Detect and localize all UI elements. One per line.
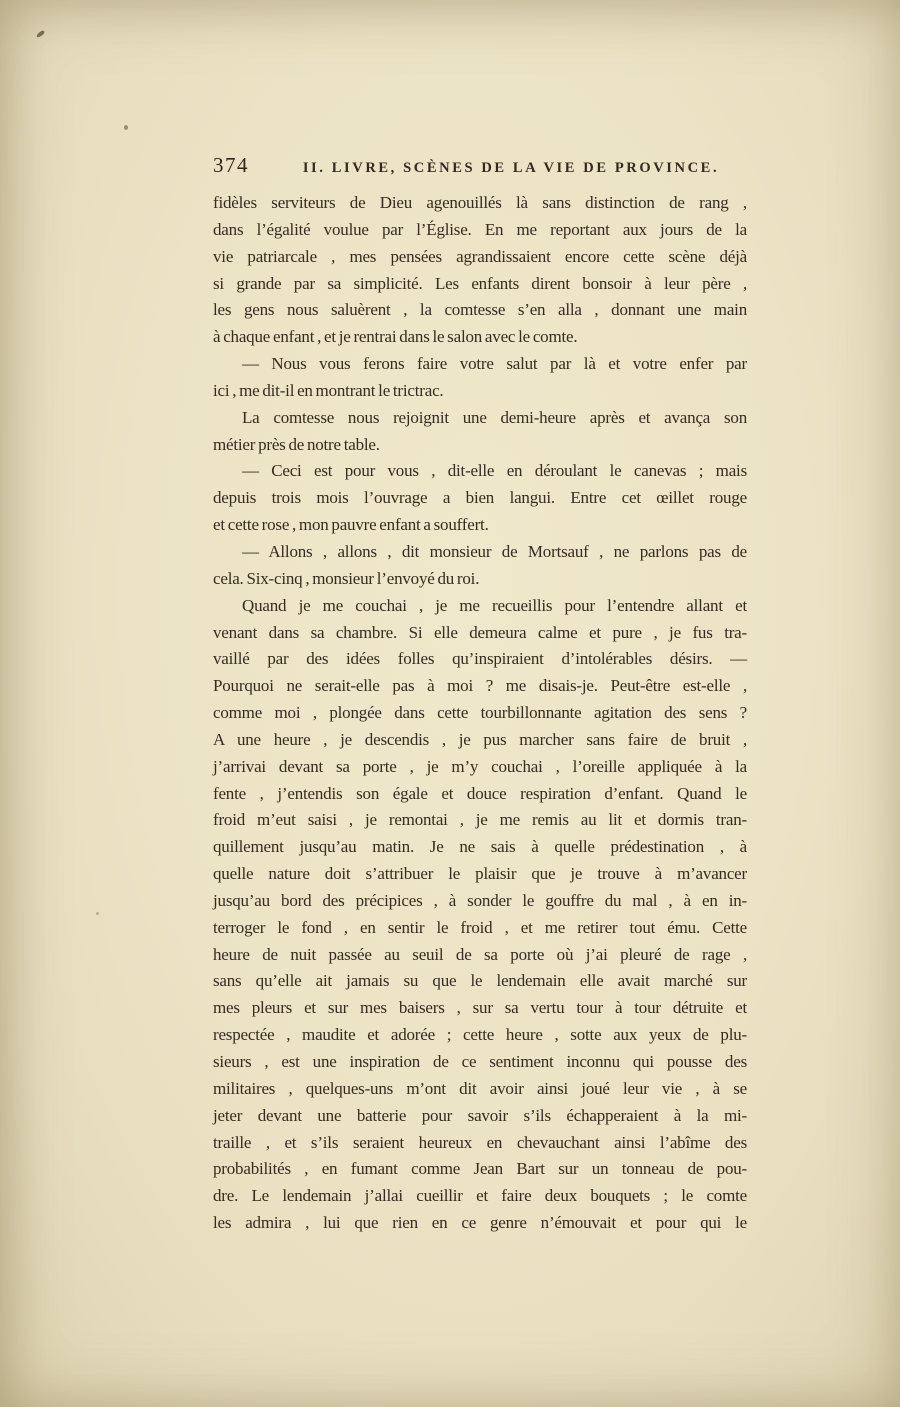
text-line: les gens nous saluèrent , la comtesse s’en alla , donnant une main	[213, 300, 747, 320]
text-line: jeter devant une batterie pour savoir s’ils échapperaient à la mi-	[213, 1105, 747, 1125]
paper-speck	[36, 30, 46, 38]
page-number: 374	[213, 153, 249, 177]
text-line: j’arrivai devant sa porte , je m’y couchai , l’oreille appliquée à la	[213, 756, 747, 776]
paragraph	[213, 405, 747, 459]
text-line: dre. Le lendemain j’allai cueillir et faire deux bouquets ; le comte	[213, 1186, 747, 1206]
text-line: heure de nuit passée au seuil de sa porte où j’ai pleuré de rage ,	[213, 944, 747, 964]
text-line: A une heure , je descendis , je pus marcher sans faire de bruit ,	[213, 729, 747, 749]
paragraph	[213, 351, 747, 405]
text-line: métier près de notre table.	[213, 434, 380, 454]
text-line: — Nous vous ferons faire votre salut par là et votre enfer par	[242, 354, 747, 374]
text-line: vaillé par des idées folles qu’inspiraient d’intolérables désirs. —	[213, 649, 747, 669]
text-line: quillement jusqu’au matin. Je ne sais à quelle prédestination , à	[213, 837, 747, 857]
text-line: sieurs , est une inspiration de ce sentiment inconnu qui pousse des	[213, 1052, 747, 1071]
text-line: fidèles serviteurs de Dieu agenouillés là sans distinction de rang ,	[213, 193, 747, 212]
text-line: à chaque enfant , et je rentrai dans le salon avec le comte.	[213, 327, 578, 347]
text-line: — Allons , allons , dit monsieur de Mortsauf , ne parlons pas de	[242, 541, 747, 561]
text-line: jusqu’au bord des précipices , à sonder le gouffre du mal , à en in-	[213, 890, 747, 910]
text-line: sans qu’elle ait jamais su que le lendemain elle avait marché sur	[213, 971, 747, 991]
paragraph	[213, 593, 747, 1237]
text-line: venant dans sa chambre. Si elle demeura calme et pure , je fus tra-	[213, 622, 747, 642]
text-line: quelle nature doit s’attribuer le plaisir que je trouve à m’avancer	[213, 864, 747, 884]
text-block	[213, 190, 747, 1237]
text-line: ici , me dit-il en montrant le trictrac.	[213, 380, 444, 400]
text-line: vie patriarcale , mes pensées agrandissaient encore cette scène déjà	[213, 246, 747, 266]
text-line: comme moi , plongée dans cette tourbillonnante agitation des sens ?	[213, 703, 747, 723]
text-line: mes pleurs et sur mes baisers , sur sa vertu tour à tour détruite et	[213, 998, 747, 1018]
text-line: probabilités , en fumant comme Jean Bart sur un tonneau de pou-	[213, 1159, 747, 1179]
text-line: — Ceci est pour vous , dit-elle en déroulant le canevas ; mais	[242, 461, 747, 481]
text-line: depuis trois mois l’ouvrage a bien langui. Entre cet œillet rouge	[213, 488, 747, 508]
text-line: traille , et s’ils seraient heureux en chevauchant ainsi l’abîme des	[213, 1132, 747, 1152]
text-line: si grande par sa simplicité. Les enfants dirent bonsoir à leur père ,	[213, 273, 747, 293]
running-title: II. LIVRE, SCÈNES DE LA VIE DE PROVINCE.	[302, 160, 720, 176]
text-line: dans l’égalité voulue par l’Église. En me reportant aux jours de la	[213, 219, 747, 239]
text-line: et cette rose , mon pauvre enfant a souffert.	[213, 515, 489, 535]
page-header	[213, 153, 747, 178]
text-line: Pourquoi ne serait-elle pas à moi ? me disais-je. Peut-être est-elle ,	[213, 676, 747, 696]
paragraph	[213, 458, 747, 539]
text-line: fente , j’entendis son égale et douce respiration d’enfant. Quand le	[213, 783, 747, 803]
paragraph	[213, 539, 747, 593]
paper-speck	[124, 125, 128, 130]
text-line: La comtesse nous rejoignit une demi-heure après et avança son	[242, 407, 747, 427]
text-line: cela. Six-cinq , monsieur l’envoyé du roi.	[213, 568, 480, 588]
text-line: militaires , quelques-uns m’ont dit avoir ainsi joué leur vie , à se	[213, 1078, 747, 1098]
text-line: froid m’eut saisi , je remontai , je me remis au lit et dormis tran-	[213, 810, 747, 830]
paragraph	[213, 190, 747, 351]
text-line: les admira , lui que rien en ce genre n’émouvait et pour qui le	[213, 1213, 747, 1233]
paper-speck	[96, 912, 99, 915]
text-line: terroger le fond , en sentir le froid , et me retirer tout ému. Cette	[213, 917, 747, 937]
text-line: respectée , maudite et adorée ; cette heure , sotte aux yeux de plu-	[213, 1025, 747, 1045]
text-line: Quand je me couchai , je me recueillis pour l’entendre allant et	[242, 595, 747, 615]
